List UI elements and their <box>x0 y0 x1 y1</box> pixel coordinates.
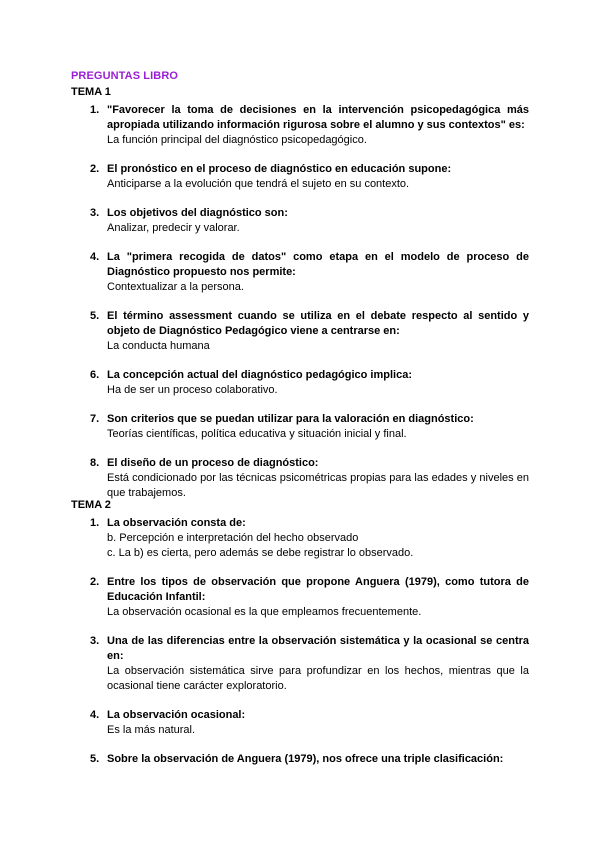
question-text: El pronóstico en el proceso de diagnóstico en educación supone: <box>107 163 452 175</box>
answer-text: La observación sistemática sirve para profundizar en los hechos, mientras que la ocasional tiene carácter exploratorio. <box>107 665 529 692</box>
question-text: El término assessment cuando se utiliza en el debate respecto al sentido y objeto de Diagnóstico Pedagógico viene a centrarse en: <box>107 310 529 337</box>
question-list-tema-2 <box>71 516 529 767</box>
question-number: 3. <box>90 207 100 219</box>
question-text: El diseño de un proceso de diagnóstico: <box>107 457 319 469</box>
question-text: Entre los tipos de observación que propone Anguera (1979), como tutora de Educación Infantil: <box>107 576 529 603</box>
question-item <box>71 250 529 295</box>
question-text: Los objetivos del diagnóstico son: <box>107 207 288 219</box>
answer-text: La observación ocasional es la que empleamos frecuentemente. <box>107 606 422 618</box>
question-number: 8. <box>90 457 100 469</box>
question-item <box>71 752 529 767</box>
question-number: 3. <box>90 635 100 647</box>
question-number: 1. <box>90 104 100 116</box>
answer-text: c. La b) es cierta, pero además se debe registrar lo observado. <box>107 547 414 559</box>
question-item <box>71 575 529 620</box>
answer-text: Contextualizar a la persona. <box>107 281 244 293</box>
answer-text: La conducta humana <box>107 340 210 352</box>
answer-text: Anticiparse a la evolución que tendrá el sujeto en su contexto. <box>107 178 410 190</box>
section-heading-tema-2: TEMA 2 <box>71 499 111 511</box>
answer-text: Es la más natural. <box>107 724 196 736</box>
answer-text: Está condicionado por las técnicas psicométricas propias para las edades y niveles en que trabajemos. <box>107 472 529 499</box>
answer-text: Teorías científicas, política educativa y situación inicial y final. <box>107 428 407 440</box>
document-title: PREGUNTAS LIBRO <box>71 70 179 82</box>
question-list-tema-1 <box>71 103 529 501</box>
question-item <box>71 162 529 192</box>
question-number: 6. <box>90 369 100 381</box>
question-text: Una de las diferencias entre la observación sistemática y la ocasional se centra en: <box>107 635 529 662</box>
question-text: La "primera recogida de datos" como etapa en el modelo de proceso de Diagnóstico propuesto nos permite: <box>107 251 529 278</box>
question-text: "Favorecer la toma de decisiones en la intervención psicopedagógica más apropiada utilizando información rigurosa sobre el alumno y sus contextos" es: <box>107 104 529 131</box>
question-item <box>71 103 529 148</box>
question-item <box>71 412 529 442</box>
question-number: 2. <box>90 576 100 588</box>
question-item <box>71 456 529 501</box>
question-number: 4. <box>90 251 100 263</box>
question-text: Son criterios que se puedan utilizar para la valoración en diagnóstico: <box>107 413 474 425</box>
question-text: Sobre la observación de Anguera (1979), nos ofrece una triple clasificación: <box>107 753 504 765</box>
question-item <box>71 206 529 236</box>
question-item <box>71 634 529 694</box>
question-item <box>71 368 529 398</box>
question-item <box>71 708 529 738</box>
question-item <box>71 516 529 561</box>
question-number: 5. <box>90 310 100 322</box>
question-item <box>71 309 529 354</box>
question-number: 5. <box>90 753 100 765</box>
section-heading-tema-1: TEMA 1 <box>71 86 111 98</box>
answer-text: Analizar, predecir y valorar. <box>107 222 240 234</box>
question-text: La observación ocasional: <box>107 709 246 721</box>
question-number: 2. <box>90 163 100 175</box>
question-text: La concepción actual del diagnóstico pedagógico implica: <box>107 369 412 381</box>
answer-text: Ha de ser un proceso colaborativo. <box>107 384 278 396</box>
answer-text: La función principal del diagnóstico psicopedagógico. <box>107 134 367 146</box>
question-text: La observación consta de: <box>107 517 246 529</box>
question-number: 1. <box>90 517 100 529</box>
question-number: 7. <box>90 413 100 425</box>
question-number: 4. <box>90 709 100 721</box>
answer-text: b. Percepción e interpretación del hecho observado <box>107 532 359 544</box>
